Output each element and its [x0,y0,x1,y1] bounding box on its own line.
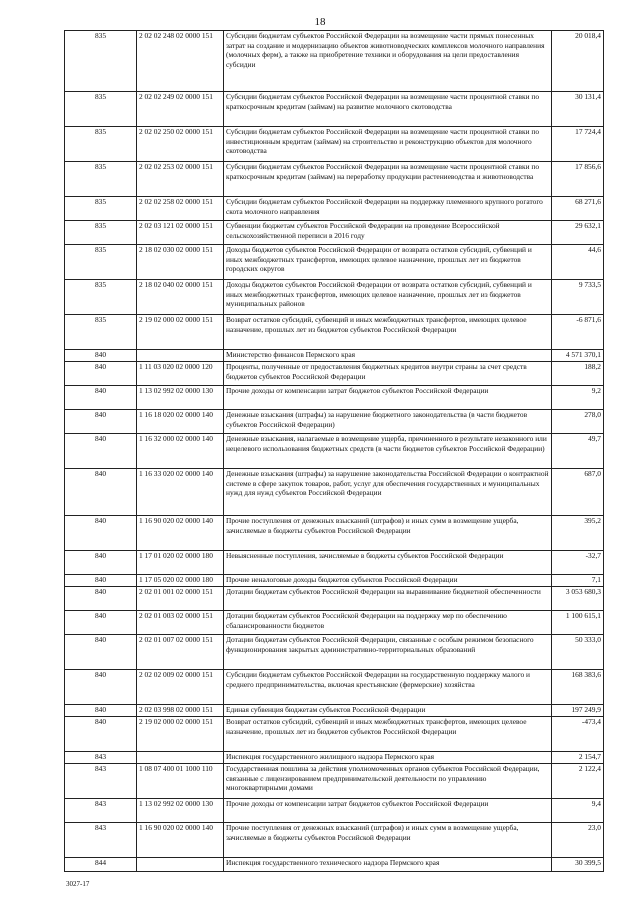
revenue-name-cell: Государственная пошлина за действия уполномоченных органов субъектов Российской Федерации, связанные с лицензированием предпринимательской деятельности по управлению многоквартирными домами [224,764,552,799]
revenue-name-cell: Субсидии бюджетам субъектов Российской Федерации на возмещение части процентной ставки по краткосрочным кредитам (займам) на развитие молочного скотоводства [224,92,552,127]
table-row [65,799,604,823]
admin-code-cell: 840 [65,469,137,516]
revenue-name-cell: Денежные взыскания (штрафы) за нарушение законодательства Российской Федерации о контрактной системе в сфере закупок товаров, работ, услуг для обеспечения государственных и муниципальных нужд для нужд субъектов Российской Федерации [224,469,552,516]
revenue-code-cell: 1 13 02 992 02 0000 130 [137,799,224,823]
amount-cell: 4 571 370,1 [552,350,604,362]
amount-cell: 68 271,6 [552,197,604,221]
amount-cell: 49,7 [552,434,604,469]
amount-cell: 17 856,6 [552,162,604,197]
revenue-table-body [65,31,604,872]
revenue-name-cell: Субсидии бюджетам субъектов Российской Федерации на возмещение части прямых понесенных затрат на создание и модернизацию объектов животноводческих комплексов молочного направления (молочных ферм), а также на приобретение техники и оборудования на цели предоставления субсидии [224,31,552,92]
table-row [65,162,604,197]
revenue-name-cell: Дотации бюджетам субъектов Российской Федерации, связанные с особым режимом безопасного функционирования закрытых административно-территориальных образований [224,635,552,670]
amount-cell: 395,2 [552,516,604,551]
revenue-code-cell: 1 16 32 000 02 0000 140 [137,434,224,469]
table-row [65,587,604,611]
admin-code-cell: 835 [65,197,137,221]
amount-cell: -32,7 [552,551,604,575]
revenue-name-cell: Проценты, полученные от предоставления бюджетных кредитов внутри страны за счет средств бюджетов субъектов Российской Федерации [224,362,552,386]
amount-cell: 30 131,4 [552,92,604,127]
amount-cell: 17 724,4 [552,127,604,162]
table-row [65,386,604,410]
revenue-code-cell: 1 13 02 992 02 0000 130 [137,386,224,410]
admin-code-cell: 840 [65,705,137,717]
revenue-name-cell: Прочие неналоговые доходы бюджетов субъектов Российской Федерации [224,575,552,587]
table-row [65,280,604,315]
revenue-name-cell: Прочие доходы от компенсации затрат бюджетов субъектов Российской Федерации [224,799,552,823]
revenue-code-cell: 2 02 02 249 02 0000 151 [137,92,224,127]
revenue-code-cell: 1 17 05 020 02 0000 180 [137,575,224,587]
table-row [65,670,604,705]
amount-cell: 9,4 [552,799,604,823]
admin-code-cell: 840 [65,551,137,575]
revenue-name-cell: Денежные взыскания, налагаемые в возмещение ущерба, причиненного в результате незаконного или нецелевого использования бюджетных средств (в части бюджетов субъектов Российской Федерации) [224,434,552,469]
amount-cell: 188,2 [552,362,604,386]
amount-cell: 30 399,5 [552,858,604,872]
amount-cell: 3 053 680,3 [552,587,604,611]
revenue-code-cell: 1 17 01 020 02 0000 180 [137,551,224,575]
admin-code-cell: 835 [65,315,137,350]
revenue-name-cell: Дотации бюджетам субъектов Российской Федерации на поддержку мер по обеспечению сбалансированности бюджетов [224,611,552,635]
revenue-name-cell: Возврат остатков субсидий, субвенций и иных межбюджетных трансфертов, имеющих целевое назначение, прошлых лет из бюджетов субъектов Российской Федерации [224,315,552,350]
admin-code-cell: 835 [65,127,137,162]
table-row [65,434,604,469]
table-row [65,362,604,386]
revenue-code-cell: 1 16 18 020 02 0000 140 [137,410,224,434]
revenue-code-cell: 2 02 03 121 02 0000 151 [137,221,224,245]
amount-cell: 7,1 [552,575,604,587]
footer-document-code: 3027-17 [66,880,90,888]
admin-code-cell: 835 [65,31,137,92]
revenue-name-cell: Субсидии бюджетам субъектов Российской Федерации на возмещение части процентной ставки по краткосрочным кредитам (займам) на переработку продукции растениеводства и животноводства [224,162,552,197]
revenue-table [64,30,604,872]
revenue-code-cell: 1 08 07 400 01 1000 110 [137,764,224,799]
revenue-code-cell: 2 02 02 253 02 0000 151 [137,162,224,197]
revenue-name-cell: Прочие поступления от денежных взысканий (штрафов) и иных сумм в возмещение ущерба, зачисляемые в бюджеты субъектов Российской Федерации [224,823,552,858]
table-row [65,858,604,872]
amount-cell: 1 100 615,1 [552,611,604,635]
table-row [65,221,604,245]
table-row [65,575,604,587]
admin-code-cell: 840 [65,362,137,386]
amount-cell: 278,0 [552,410,604,434]
revenue-code-cell: 2 19 02 000 02 0000 151 [137,717,224,752]
amount-cell: -473,4 [552,717,604,752]
admin-code-cell: 843 [65,823,137,858]
admin-code-cell: 840 [65,350,137,362]
admin-code-cell: 843 [65,752,137,764]
admin-code-cell: 843 [65,799,137,823]
revenue-code-cell: 2 18 02 030 02 0000 151 [137,245,224,280]
admin-code-cell: 840 [65,670,137,705]
table-row [65,516,604,551]
table-row [65,92,604,127]
admin-code-cell: 835 [65,245,137,280]
revenue-name-cell: Прочие доходы от компенсации затрат бюджетов субъектов Российской Федерации [224,386,552,410]
table-row [65,705,604,717]
revenue-name-cell: Субвенции бюджетам субъектов Российской Федерации на проведение Всероссийской сельскохозяйственной переписи в 2016 году [224,221,552,245]
amount-cell: 50 333,0 [552,635,604,670]
revenue-code-cell: 2 18 02 040 02 0000 151 [137,280,224,315]
revenue-name-cell: Дотации бюджетам субъектов Российской Федерации на выравнивание бюджетной обеспеченности [224,587,552,611]
table-row [65,752,604,764]
revenue-code-cell: 1 16 90 020 02 0000 140 [137,823,224,858]
table-row [65,410,604,434]
revenue-name-cell: Доходы бюджетов субъектов Российской Федерации от возврата остатков субсидий, субвенций и иных межбюджетных трансфертов, имеющих целевое назначение, прошлых лет из бюджетов муниципальных районов [224,280,552,315]
table-row [65,350,604,362]
revenue-code-cell: 2 02 02 248 02 0000 151 [137,31,224,92]
amount-cell: 687,0 [552,469,604,516]
revenue-name-cell: Инспекция государственного технического надзора Пермского края [224,858,552,872]
revenue-code-cell: 2 19 02 000 02 0000 151 [137,315,224,350]
admin-code-cell: 840 [65,635,137,670]
table-row [65,127,604,162]
revenue-code-cell: 1 11 03 020 02 0000 120 [137,362,224,386]
amount-cell: 2 154,7 [552,752,604,764]
amount-cell: 168 383,6 [552,670,604,705]
revenue-name-cell: Единая субвенция бюджетам субъектов Российской Федерации [224,705,552,717]
revenue-code-cell: 2 02 02 009 02 0000 151 [137,670,224,705]
admin-code-cell: 840 [65,587,137,611]
table-row [65,197,604,221]
amount-cell: 9,2 [552,386,604,410]
table-row [65,315,604,350]
table-row [65,823,604,858]
admin-code-cell: 843 [65,764,137,799]
amount-cell: 44,6 [552,245,604,280]
amount-cell: 20 018,4 [552,31,604,92]
revenue-code-cell: 2 02 01 001 02 0000 151 [137,587,224,611]
table-row [65,551,604,575]
admin-code-cell: 840 [65,575,137,587]
admin-code-cell: 844 [65,858,137,872]
amount-cell: 9 733,5 [552,280,604,315]
revenue-name-cell: Субсидии бюджетам субъектов Российской Федерации на поддержку племенного крупного рогатого скота молочного направления [224,197,552,221]
admin-code-cell: 840 [65,410,137,434]
revenue-code-cell: 2 02 02 258 02 0000 151 [137,197,224,221]
amount-cell: 197 249,9 [552,705,604,717]
admin-code-cell: 840 [65,611,137,635]
admin-code-cell: 840 [65,434,137,469]
table-row [65,635,604,670]
revenue-code-cell [137,752,224,764]
revenue-name-cell: Прочие поступления от денежных взысканий (штрафов) и иных сумм в возмещение ущерба, зачисляемые в бюджеты субъектов Российской Федерации [224,516,552,551]
revenue-name-cell: Невыясненные поступления, зачисляемые в бюджеты субъектов Российской Федерации [224,551,552,575]
table-row [65,764,604,799]
revenue-name-cell: Возврат остатков субсидий, субвенций и иных межбюджетных трансфертов, имеющих целевое назначение, прошлых лет из бюджетов субъектов Российской Федерации [224,717,552,752]
table-row [65,717,604,752]
admin-code-cell: 840 [65,516,137,551]
revenue-code-cell: 1 16 90 020 02 0000 140 [137,516,224,551]
admin-code-cell: 840 [65,386,137,410]
revenue-name-cell: Министерство финансов Пермского края [224,350,552,362]
amount-cell: 23,0 [552,823,604,858]
page-number: 18 [314,16,326,28]
revenue-name-cell: Доходы бюджетов субъектов Российской Федерации от возврата остатков субсидий, субвенций и иных межбюджетных трансфертов, имеющих целевое назначение, прошлых лет из бюджетов городских округов [224,245,552,280]
revenue-code-cell [137,858,224,872]
revenue-name-cell: Субсидии бюджетам субъектов Российской Федерации на возмещение части процентной ставки по инвестиционным кредитам (займам) на строительство и реконструкцию объектов для молочного скотоводства [224,127,552,162]
admin-code-cell: 835 [65,280,137,315]
admin-code-cell: 840 [65,717,137,752]
table-row [65,611,604,635]
admin-code-cell: 835 [65,221,137,245]
revenue-code-cell: 1 16 33 020 02 0000 140 [137,469,224,516]
amount-cell: -6 871,6 [552,315,604,350]
revenue-name-cell: Инспекция государственного жилищного надзора Пермского края [224,752,552,764]
table-row [65,245,604,280]
revenue-code-cell: 2 02 02 250 02 0000 151 [137,127,224,162]
table-row [65,31,604,92]
revenue-code-cell: 2 02 01 003 02 0000 151 [137,611,224,635]
amount-cell: 29 632,1 [552,221,604,245]
table-row [65,469,604,516]
amount-cell: 2 122,4 [552,764,604,799]
revenue-name-cell: Субсидии бюджетам субъектов Российской Федерации на государственную поддержку малого и среднего предпринимательства, включая крестьянские (фермерские) хозяйства [224,670,552,705]
revenue-code-cell: 2 02 01 007 02 0000 151 [137,635,224,670]
admin-code-cell: 835 [65,92,137,127]
admin-code-cell: 835 [65,162,137,197]
revenue-name-cell: Денежные взыскания (штрафы) за нарушение бюджетного законодательства (в части бюджетов субъектов Российской Федерации) [224,410,552,434]
revenue-code-cell: 2 02 03 998 02 0000 151 [137,705,224,717]
revenue-code-cell [137,350,224,362]
